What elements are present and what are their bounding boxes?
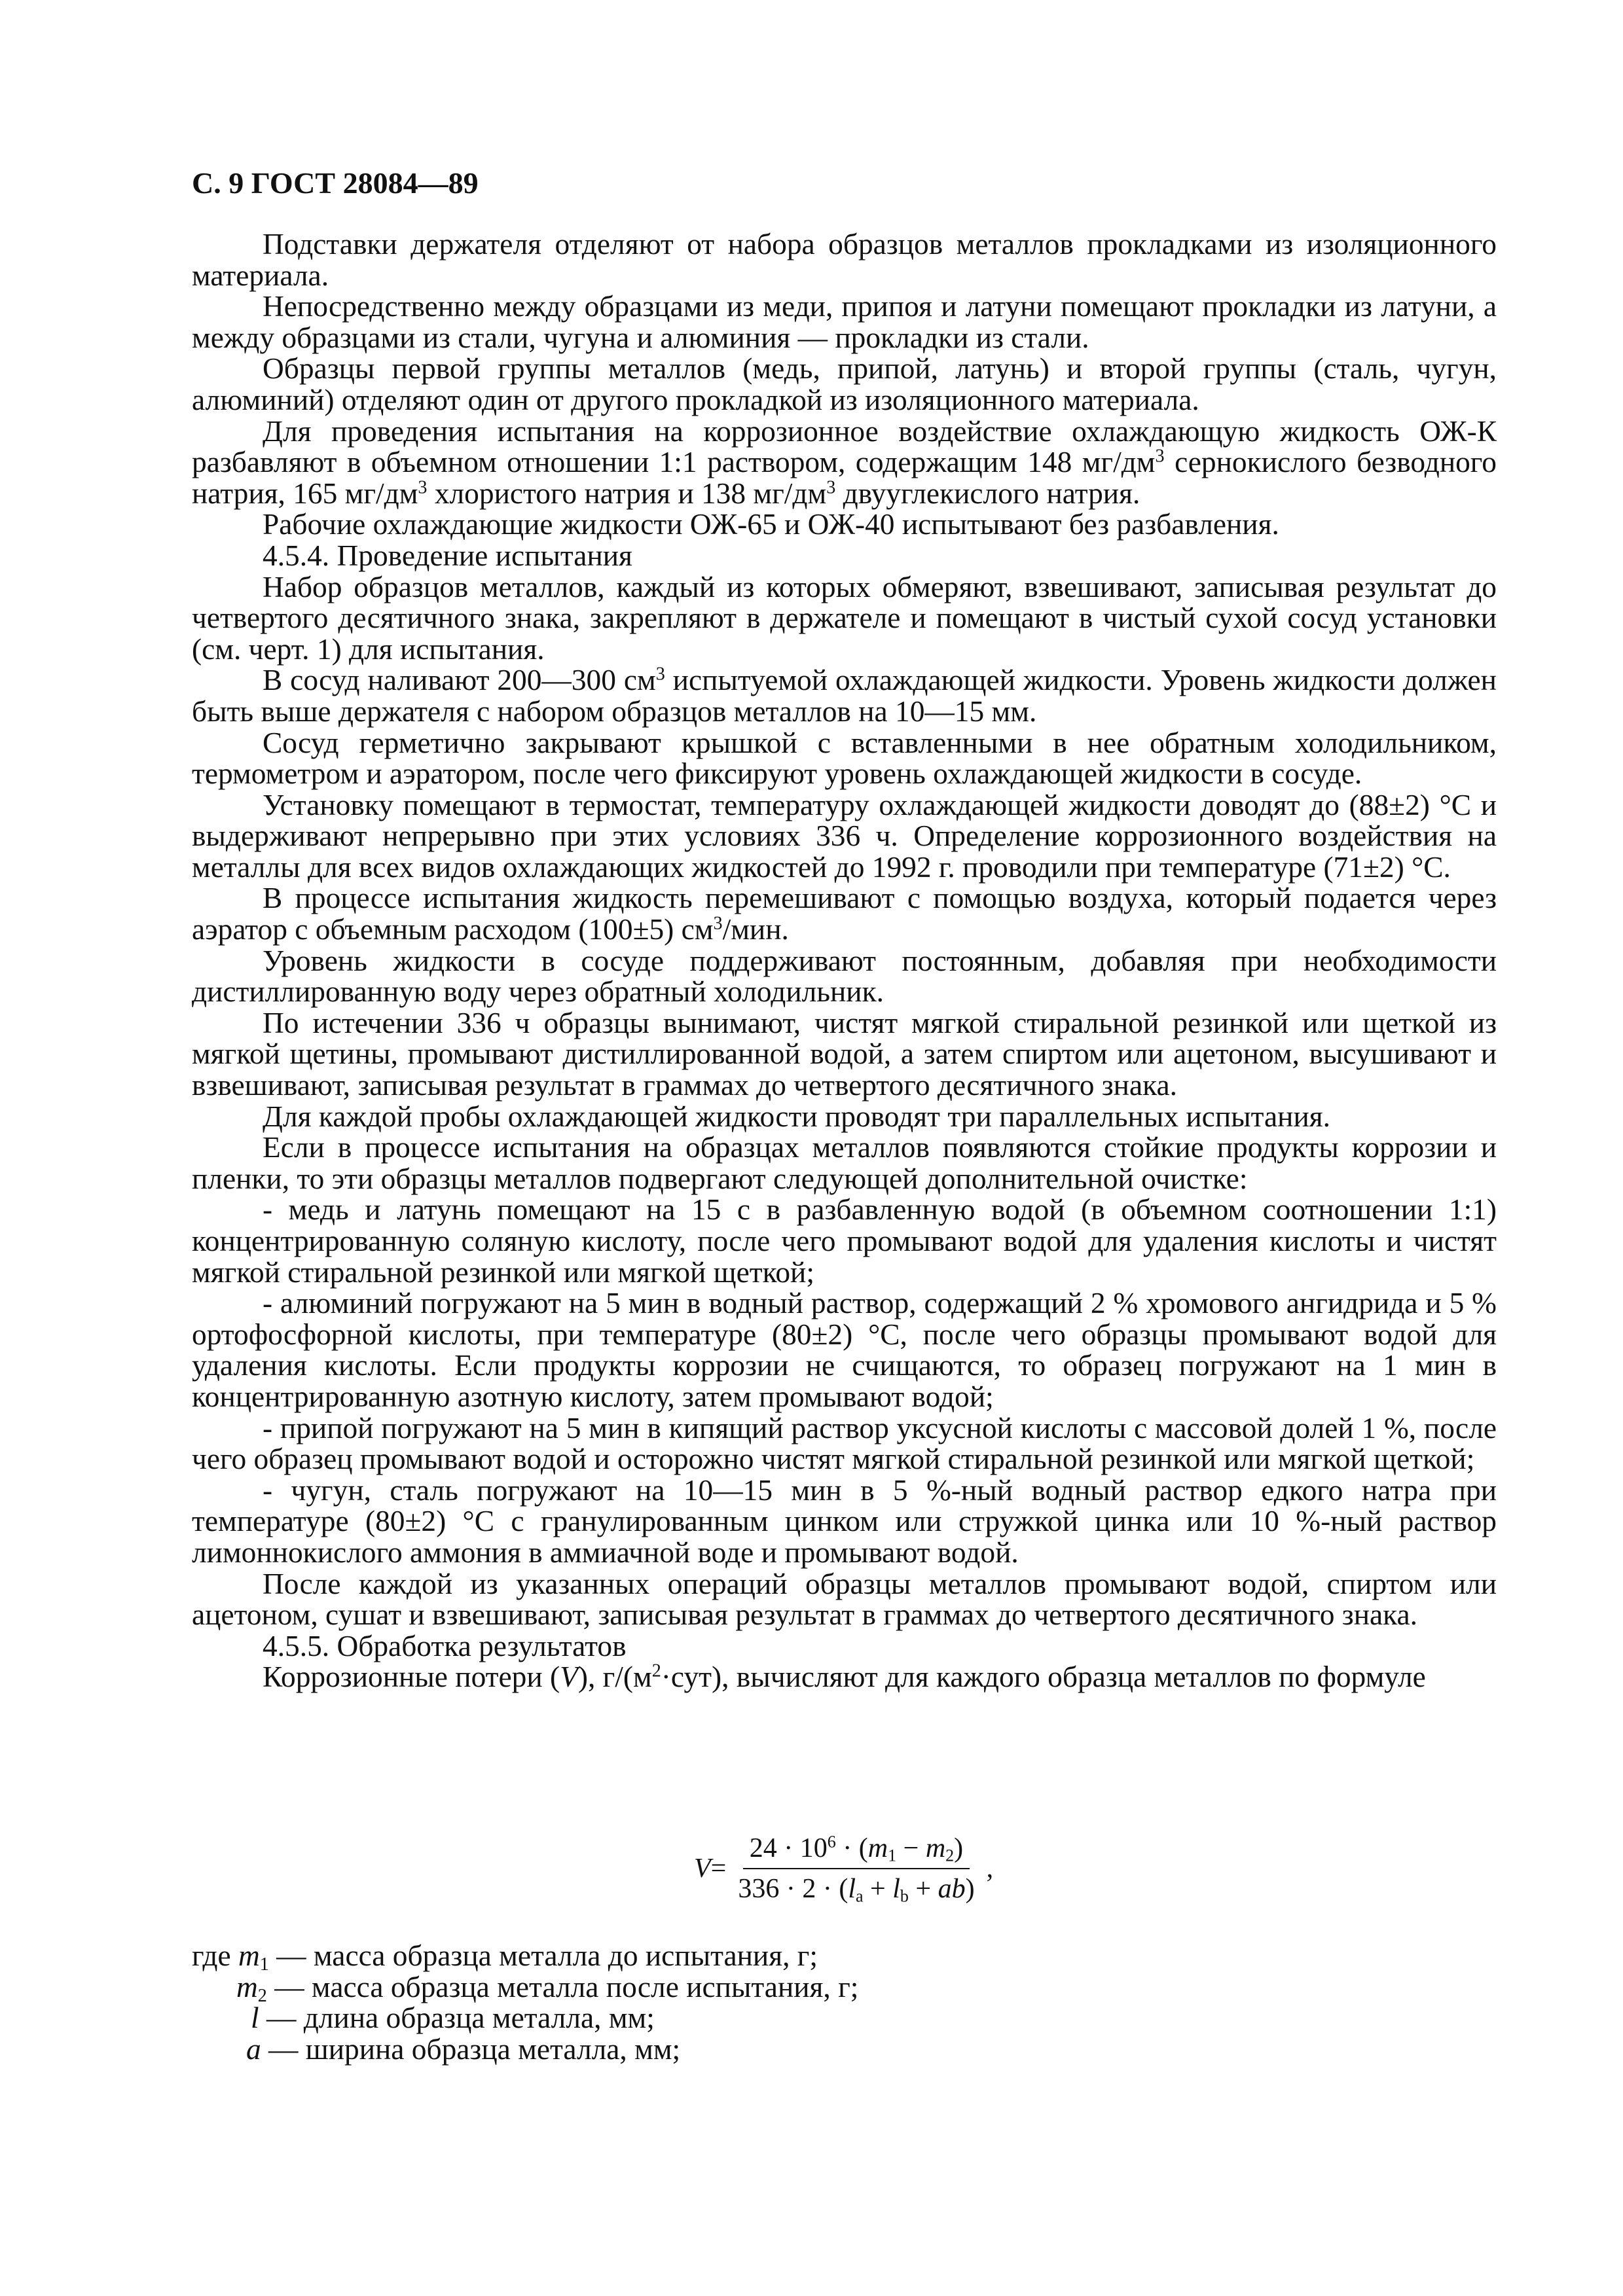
subscript: 2 [945, 1846, 955, 1865]
text-run: — масса образца металла после испытания, г; [266, 1970, 859, 2003]
document-body [192, 229, 1497, 1693]
variable: m [236, 1970, 258, 2003]
variable: ab [938, 1874, 966, 1904]
subscript: 2 [257, 1985, 267, 2006]
paragraph: Рабочие охлаждающие жидкости ОЖ-65 и ОЖ-40 испытывают без разбавления. [263, 508, 1279, 541]
formula-comma: , [986, 1854, 994, 1884]
paragraph [192, 416, 1497, 510]
variable: m [867, 1833, 888, 1863]
paragraph: Установку помещают в термостат, температуру охлаждающей жидкости доводят до (88±2) °С и выдерживают непрерывно при этих условиях 336 ч. Определение коррозионного воздействия на металлы для всех видов охлаждающих жидкостей до 1992 г. проводили при температуре (71±2) °С. [192, 788, 1497, 884]
text-run: где [192, 1939, 238, 1972]
superscript: 3 [1155, 446, 1165, 467]
paragraph: Сосуд герметично закрывают крышкой с вставленными в нее обратным холодильником, термометром и аэратором, после чего фиксируют уровень охлаждающей жидкости в сосуде. [192, 726, 1497, 791]
fraction-denominator [731, 1869, 981, 1905]
variable: m [238, 1939, 260, 1972]
plus-sign: + [908, 1874, 938, 1904]
subscript: 1 [259, 1954, 269, 1975]
text-run: Для проведения испытания на коррозионное воздействие охлаждающую жидкость ОЖ-К разбавляют в объемном отношении 1:1 раствором, содержащим 148 мг/дм [192, 414, 1497, 479]
formula-lhs: V [694, 1854, 711, 1884]
variable: l [848, 1874, 856, 1904]
minus-sign: − [896, 1833, 926, 1863]
superscript: 2 [651, 1660, 661, 1681]
list-item: - чугун, сталь погружают на 10—15 мин в 5 %-ный водный раствор едкого натра при температуре (80±2) °С с гранулированным цинком или стружкой цинка или 10 %-ный раствор лимоннокислого аммония в аммиачной воде и промывают водой. [192, 1473, 1497, 1569]
subscript: a [855, 1886, 864, 1906]
paragraph: Подставки держателя отделяют от набора образцов металлов прокладками из изоляционного материала. [192, 228, 1497, 292]
text-run: испытуемой охлаждающей жидкости. Уровень жидкости должен быть выше держателя с набором образцов металлов на 10—15 мм. [192, 664, 1497, 728]
paragraph: По истечении 336 ч образцы вынимают, чистят мягкой стиральной резинкой или щеткой из мягкой щетины, промывают дистиллированной водой, а затем спиртом или ацетоном, высушивают и взвешивают, записывая результат в граммах до четвертого десятичного знака. [192, 1006, 1497, 1102]
section-heading: 4.5.5. Обработка результатов [263, 1629, 627, 1662]
definition-m2 [236, 1970, 859, 2006]
fraction [731, 1833, 981, 1905]
superscript: 3 [713, 913, 723, 934]
text-run: — ширина образца металла, мм; [261, 2032, 681, 2066]
paragraph: Если в процессе испытания на образцах металлов появляются стойкие продукты коррозии и пленки, то эти образцы металлов подвергают следующей дополнительной очистке: [192, 1131, 1497, 1195]
superscript: 3 [418, 477, 428, 498]
text-run: · ( [835, 1833, 868, 1863]
list-item: - припой погружают на 5 мин в кипящий раствор уксусной кислоты с массовой долей 1 %, после чего образец промывают водой и осторожно чистят мягкой стиральной резинкой или мягкой щеткой; [192, 1411, 1497, 1476]
definition-a [246, 2034, 680, 2066]
list-item: - алюминий погружают на 5 мин в водный раствор, содержащий 2 % хромового ангидрида и 5 % ортофосфорной кислоты, при температуре (80±2) °С, после чего образцы промывают водой для удаления кислоты. Если продукты коррозии не счищаются, то образец погружают на 1 мин в концентрированную азотную кислоту, затем промывают водой; [192, 1287, 1497, 1413]
subscript: b [900, 1886, 909, 1906]
fraction-numerator [743, 1833, 970, 1869]
superscript: 6 [827, 1832, 836, 1852]
paragraph: Уровень жидкости в сосуде поддерживают постоянным, добавляя при необходимости дистиллированную воду через обратный холодильник. [192, 944, 1497, 1009]
paragraph: Набор образцов металлов, каждый из которых обмеряют, взвешивают, записывая результат до четвертого десятичного знака, закрепляют в держателе и помещают в чистый сухой сосуд установки (см. черт. 1) для испытания. [192, 570, 1497, 666]
variable: a [246, 2032, 261, 2066]
text-run: — масса образца металла до испытания, г; [268, 1939, 818, 1972]
text-run: сернокислого безводного натрия, 165 мг/дм [192, 446, 1497, 510]
list-item: - медь и латунь помещают на 15 с в разбавленную водой (в объемном соотношении 1:1) концентрированную соляную кислоту, после чего промывают водой для удаления кислоты и чистят мягкой стиральной резинкой или мягкой щеткой; [192, 1193, 1497, 1289]
text-run: двууглекислого натрия. [835, 476, 1140, 510]
text-run: ) [954, 1833, 964, 1863]
paragraph: Образцы первой группы металлов (медь, припой, латунь) и второй группы (сталь, чугун, алюминий) отделяют один от другого прокладкой из изоляционного материала. [192, 352, 1497, 416]
text-run: Коррозионные потери ( [263, 1660, 560, 1694]
variable: m [925, 1833, 946, 1863]
text-run: ) [965, 1874, 975, 1904]
text-run: /мин. [722, 913, 789, 946]
section-heading: 4.5.4. Проведение испытания [263, 539, 632, 572]
subscript: 1 [888, 1846, 897, 1865]
variable: l [892, 1874, 900, 1904]
paragraph: Непосредственно между образцами из меди, припоя и латуни помещают прокладки из латуни, а между образцами из стали, чугуна и алюминия — прокладки из стали. [192, 290, 1497, 354]
text-run: ), г/(м [577, 1660, 652, 1694]
superscript: 3 [826, 477, 836, 498]
text-run: 336 · 2 · ( [738, 1874, 848, 1904]
variable: V [560, 1660, 578, 1694]
text-run: 24 · 10 [749, 1833, 828, 1863]
page-header: С. 9 ГОСТ 28084—89 [192, 166, 479, 200]
superscript: 3 [655, 664, 665, 685]
variable: l [251, 2001, 259, 2035]
text-run: — длина образца металла, мм; [259, 2001, 655, 2035]
text-run: ·сут), вычисляют для каждого образца металлов по формуле [661, 1660, 1426, 1694]
paragraph [192, 1662, 1497, 1693]
definition-m1 [192, 1939, 818, 1975]
paragraph [192, 883, 1497, 945]
text-run: В сосуд наливают 200—300 см [263, 664, 656, 697]
paragraph [192, 665, 1497, 727]
paragraph: Для каждой пробы охлаждающей жидкости проводят три параллельных испытания. [263, 1100, 1330, 1133]
paragraph: После каждой из указанных операций образцы металлов промывают водой, спиртом или ацетоном, сушат и взвешивают, записывая результат в граммах до четвертого десятичного знака. [192, 1567, 1497, 1632]
text-run: хлористого натрия и 138 мг/дм [427, 476, 827, 510]
text-run: В процессе испытания жидкость перемешивают с помощью воздуха, который подается через аэратор с объемным расходом (100±5) см [192, 882, 1497, 946]
equals-sign: = [710, 1854, 727, 1884]
corrosion-loss-formula [694, 1833, 993, 1905]
definition-l [251, 2003, 655, 2034]
plus-sign: + [863, 1874, 893, 1904]
